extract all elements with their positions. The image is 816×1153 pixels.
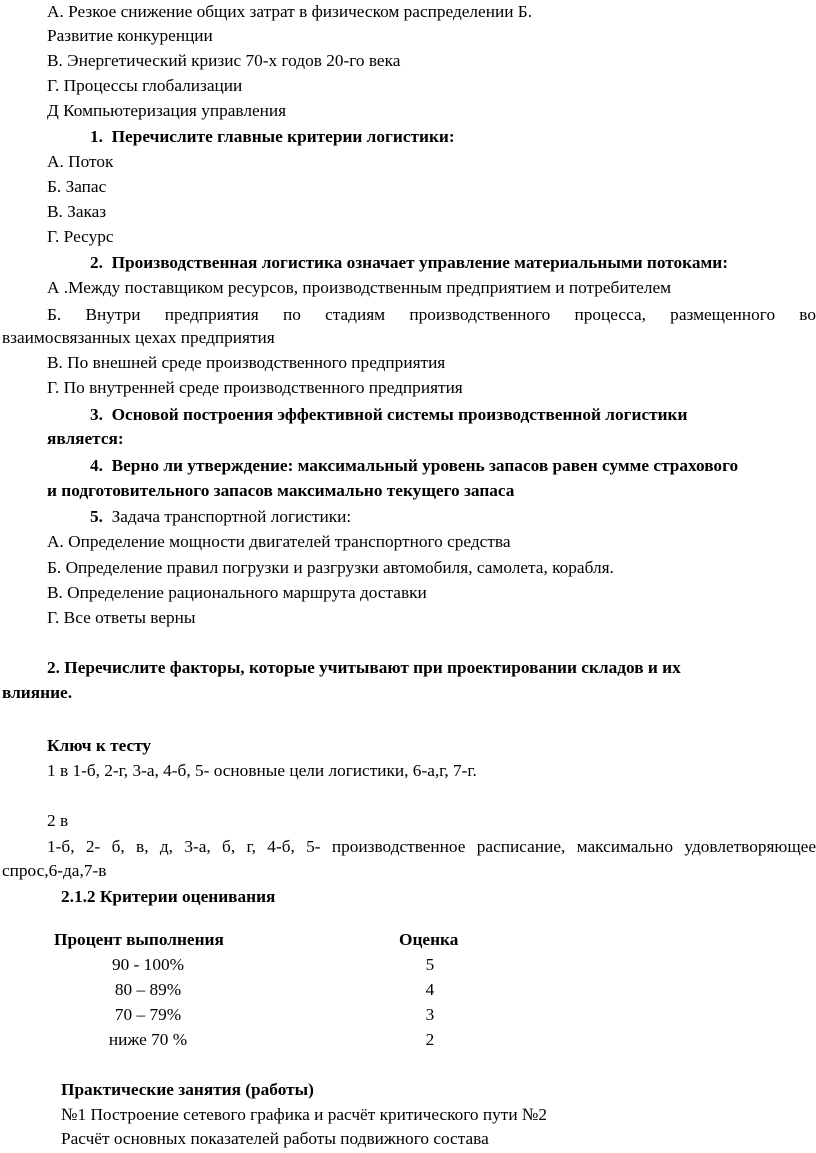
practice-line: №1 Построение сетевого графика и расчёт критического пути №2 bbox=[61, 1105, 548, 1124]
task-2-heading-continuation: влияние. bbox=[2, 683, 73, 702]
table-cell-grade: 2 bbox=[425, 1030, 435, 1049]
question-number: 5. bbox=[90, 507, 103, 526]
key-variant-2-continuation: спрос,6-да,7-в bbox=[2, 861, 107, 880]
question-number: 1. bbox=[90, 127, 103, 146]
question-text: Производственная логистика означает управление материальными потоками: bbox=[111, 253, 728, 272]
option-line: Г. Ресурс bbox=[47, 227, 114, 246]
table-cell-percent: 90 - 100% bbox=[112, 955, 184, 974]
option-line: Б. Внутри предприятия по стадиям производственного процесса, размещенного во bbox=[47, 305, 816, 324]
practice-line: Расчёт основных показателей работы подвижного состава bbox=[61, 1129, 489, 1148]
criteria-title: 2.1.2 Критерии оценивания bbox=[61, 887, 276, 906]
table-cell-grade: 4 bbox=[425, 980, 435, 999]
option-line: В. Определение рационального маршрута доставки bbox=[47, 583, 427, 602]
question-text: Верно ли утверждение: максимальный уровень запасов равен сумме страхового bbox=[111, 456, 739, 475]
task-2-heading: 2. Перечислите факторы, которые учитывают при проектировании складов и их bbox=[47, 658, 681, 677]
key-variant-1: 1 в 1-б, 2-г, 3-а, 4-б, 5- основные цели логистики, 6-а,г, 7-г. bbox=[47, 761, 477, 780]
option-line: Д Компьютеризация управления bbox=[47, 101, 287, 120]
question-text: Основой построения эффективной системы производственной логистики bbox=[111, 405, 688, 424]
question-2 bbox=[90, 252, 728, 274]
key-title: Ключ к тесту bbox=[47, 736, 152, 755]
option-line: Б. Запас bbox=[47, 177, 107, 196]
question-1 bbox=[90, 126, 455, 148]
option-line: Б. Определение правил погрузки и разгрузки автомобиля, самолета, корабля. bbox=[47, 558, 614, 577]
key-variant-2-answers: 1-б, 2- б, в, д, 3-а, б, г, 4-б, 5- производственное расписание, максимально удовлетворяющее bbox=[47, 837, 816, 856]
table-cell-percent: 70 – 79% bbox=[114, 1005, 182, 1024]
option-line: В. Заказ bbox=[47, 202, 107, 221]
question-text-continuation: и подготовительного запасов максимально текущего запаса bbox=[47, 481, 515, 500]
option-line: Развитие конкуренции bbox=[47, 26, 213, 45]
question-text: Перечислите главные критерии логистики: bbox=[111, 127, 455, 146]
option-line: А. Поток bbox=[47, 152, 114, 171]
question-text: Задача транспортной логистики: bbox=[111, 507, 352, 526]
question-number: 2. bbox=[90, 253, 103, 272]
option-line: В. Энергетический кризис 70-х годов 20-го века bbox=[47, 51, 401, 70]
question-5 bbox=[90, 506, 351, 528]
table-cell-percent: ниже 70 % bbox=[108, 1030, 188, 1049]
table-cell-grade: 5 bbox=[425, 955, 435, 974]
practice-title: Практические занятия (работы) bbox=[61, 1080, 314, 1099]
option-line: А. Определение мощности двигателей транспортного средства bbox=[47, 532, 511, 551]
table-header-percent: Процент выполнения bbox=[54, 930, 224, 949]
table-header-grade: Оценка bbox=[399, 930, 459, 949]
question-3 bbox=[90, 404, 687, 426]
key-variant-2-label: 2 в bbox=[47, 811, 69, 830]
option-line: Г. Все ответы верны bbox=[47, 608, 196, 627]
option-line: Г. Процессы глобализации bbox=[47, 76, 243, 95]
table-cell-grade: 3 bbox=[425, 1005, 435, 1024]
question-text-continuation: является: bbox=[47, 429, 124, 448]
option-line: Г. По внутренней среде производственного предприятия bbox=[47, 378, 463, 397]
option-line: А. Резкое снижение общих затрат в физическом распределении Б. bbox=[47, 2, 533, 21]
option-line-continuation: взаимосвязанных цехах предприятия bbox=[2, 328, 275, 347]
question-number: 4. bbox=[90, 456, 103, 475]
table-cell-percent: 80 – 89% bbox=[114, 980, 182, 999]
option-line: А .Между поставщиком ресурсов, производственным предприятием и потребителем bbox=[47, 278, 672, 297]
question-4 bbox=[90, 455, 738, 477]
option-line: В. По внешней среде производственного предприятия bbox=[47, 353, 446, 372]
question-number: 3. bbox=[90, 405, 103, 424]
